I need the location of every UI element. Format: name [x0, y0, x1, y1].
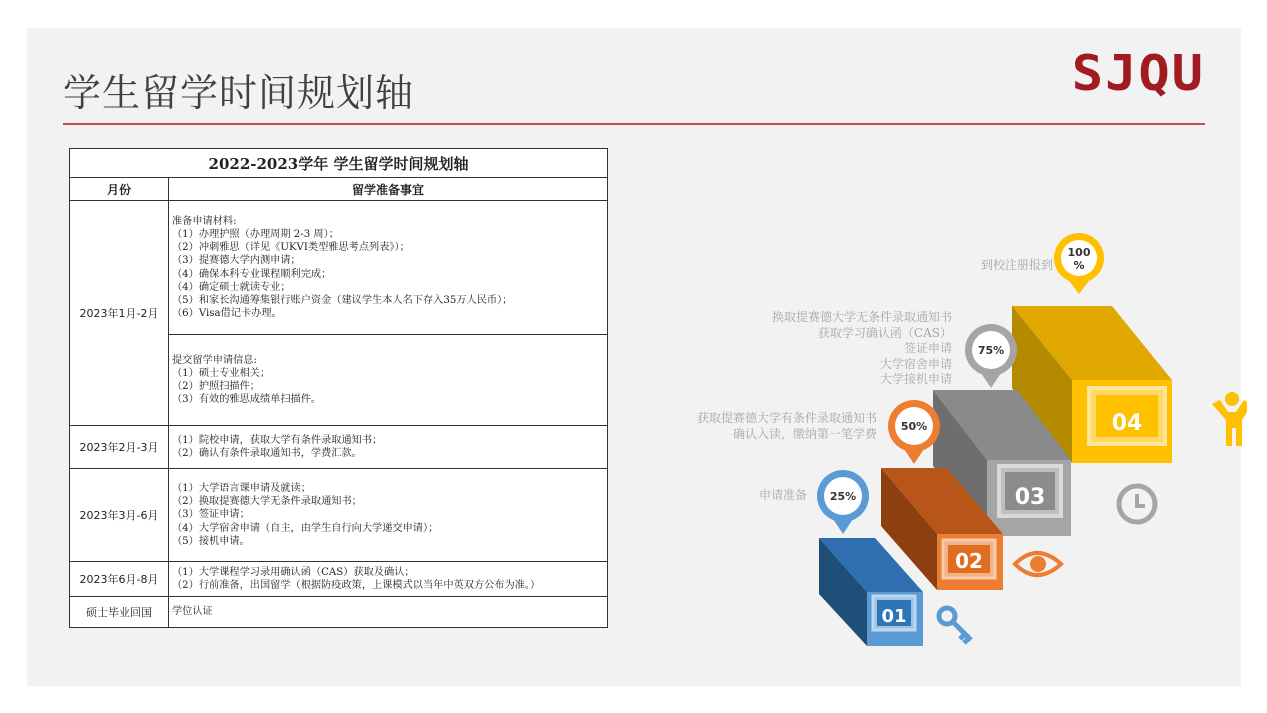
- list-item: （6）Visa借记卡办理。: [172, 308, 282, 320]
- slide: [27, 28, 1241, 686]
- items-cell: [169, 201, 608, 335]
- list-item: （1）办理护照（办理周期 2-3 周）；: [172, 228, 339, 240]
- column-header-items: 留学准备事宜: [169, 178, 608, 201]
- table-row: [70, 426, 608, 469]
- logo: SJQU: [1071, 45, 1205, 103]
- list-item: （3）有效的雅思成绩单扫描件。: [172, 394, 322, 406]
- items-cell: [169, 597, 608, 628]
- month-cell: 2023年6月-8月: [70, 562, 169, 597]
- list-item: 学位认证: [172, 606, 213, 618]
- list-item: （2）护照扫描件；: [172, 381, 260, 392]
- items-cell: [169, 426, 608, 469]
- table-row: [70, 562, 608, 597]
- step-04-number: 04: [1111, 411, 1143, 436]
- list-item: （4）大学宿舍申请（自主，由学生自行向大学递交申请）；: [172, 522, 439, 534]
- step-03-description: 换取提赛德大学无条件录取通知书 获取学习确认函（CAS） 签证申请 大学宿舍申请 大学接机申请: [771, 310, 952, 386]
- month-cell: 2023年1月-2月: [70, 201, 169, 426]
- list-item: （1）院校申请，获取大学有条件录取通知书；: [172, 434, 383, 446]
- list-item: （2）确认有条件录取通知书，学费汇款。: [172, 448, 362, 459]
- list-item: （1）大学课程学习录用确认函（CAS）获取及确认；: [172, 566, 415, 578]
- column-header-month: 月份: [70, 178, 169, 201]
- items-cell: [169, 469, 608, 562]
- table-row: [70, 201, 608, 335]
- key-icon: [939, 608, 971, 643]
- list-item: （3）签证申请；: [172, 509, 250, 521]
- month-cell: 2023年2月-3月: [70, 426, 169, 469]
- list-item: （1）硕士专业相关；: [172, 367, 271, 379]
- step-01-description: 申请准备: [758, 488, 807, 502]
- pin-25-label: 25%: [829, 490, 857, 503]
- step-02-description: 获取提赛德大学有条件录取通知书 确认入读，缴纳第一笔学费: [696, 411, 877, 441]
- eye-icon: [1015, 553, 1061, 575]
- list-item: （2）冲刺雅思（详见《UKVI类型雅思考点列表》）；: [172, 242, 410, 254]
- list-item: （2）行前准备，出国留学（根据防疫政策，上课模式以当年中英双方公布为准。）: [172, 580, 541, 591]
- page-title: 学生留学时间规划轴: [63, 71, 415, 115]
- person-icon: [1212, 392, 1247, 446]
- step-03-number: 03: [1014, 485, 1046, 510]
- items-cell: [169, 335, 608, 426]
- pin-50-label: 50%: [900, 420, 928, 433]
- list-item: 准备申请材料:: [172, 215, 237, 227]
- list-item: （4）确定硕士就读专业；: [172, 281, 291, 293]
- step-infographic: [647, 198, 1247, 658]
- list-item: （4）确保本科专业课程顺利完成；: [172, 268, 332, 280]
- step-02-number: 02: [955, 549, 983, 573]
- title-divider: [63, 123, 1205, 125]
- clock-icon: [1119, 486, 1155, 522]
- step-01-number: 01: [881, 606, 907, 627]
- step-04-description: 到校注册报到: [980, 258, 1053, 272]
- table-row: [70, 469, 608, 562]
- list-item: （2）换取提赛德大学无条件录取通知书；: [172, 496, 362, 508]
- list-item: 提交留学申请信息:: [172, 354, 257, 366]
- items-cell: [169, 562, 608, 597]
- pin-100-label-line2: %: [1073, 259, 1085, 272]
- month-cell: 硕士毕业回国: [70, 597, 169, 628]
- month-cell: 2023年3月-6月: [70, 469, 169, 562]
- table-caption: 2022-2023学年 学生留学时间规划轴: [70, 149, 608, 178]
- list-item: （3）提赛德大学内测申请；: [172, 255, 301, 267]
- list-item: （1）大学语言课申请及就读；: [172, 482, 311, 494]
- table-row: [70, 597, 608, 628]
- pin-75-label: 75%: [977, 344, 1005, 357]
- pin-100-label-line1: 100: [1067, 246, 1091, 259]
- list-item: （5）接机申请。: [172, 535, 250, 547]
- list-item: （5）和家长沟通筹集银行账户资金（建议学生本人名下存入35万人民币）；: [172, 294, 513, 306]
- timeline-table: [69, 148, 608, 628]
